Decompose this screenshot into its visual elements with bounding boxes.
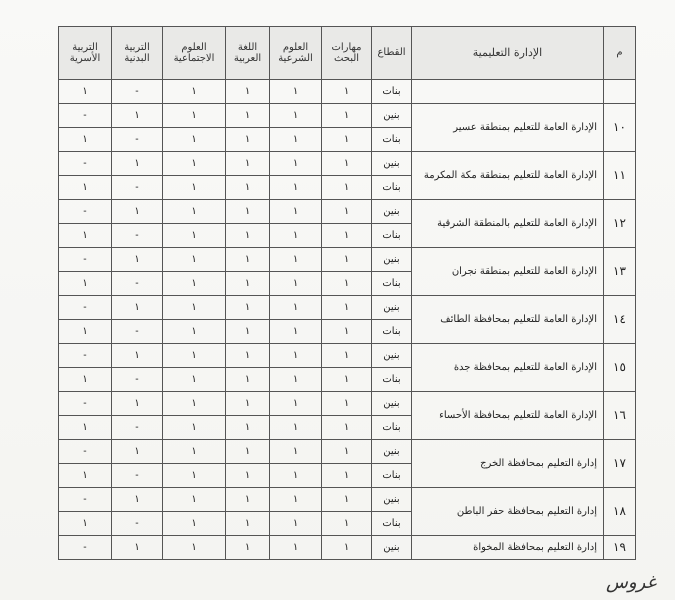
sharia-cell: ١ xyxy=(270,176,322,200)
sharia-cell: ١ xyxy=(270,488,322,512)
header-physical-education: التربية البدنية xyxy=(112,27,163,80)
arabic-cell: ١ xyxy=(226,344,270,368)
sharia-cell: ١ xyxy=(270,392,322,416)
research-cell: ١ xyxy=(322,176,372,200)
department-name: إدارة التعليم بمحافظة الخرج xyxy=(412,440,604,488)
header-row xyxy=(59,27,636,80)
social-cell: ١ xyxy=(163,248,226,272)
table-row xyxy=(59,392,636,416)
social-cell: ١ xyxy=(163,80,226,104)
department-name: إدارة التعليم بمحافظة حفر الباطن xyxy=(412,488,604,536)
row-number: ١٣ xyxy=(604,248,636,296)
pe-cell: ١ xyxy=(112,440,163,464)
table-row xyxy=(59,152,636,176)
social-cell: ١ xyxy=(163,440,226,464)
sharia-cell: ١ xyxy=(270,296,322,320)
sector-cell: بنين xyxy=(372,536,412,560)
sharia-cell: ١ xyxy=(270,512,322,536)
family-cell: - xyxy=(59,152,112,176)
sharia-cell: ١ xyxy=(270,104,322,128)
sharia-cell: ١ xyxy=(270,464,322,488)
sector-cell: بنين xyxy=(372,344,412,368)
sharia-cell: ١ xyxy=(270,536,322,560)
arabic-cell: ١ xyxy=(226,536,270,560)
social-cell: ١ xyxy=(163,416,226,440)
family-cell: ١ xyxy=(59,272,112,296)
table-row xyxy=(59,80,636,104)
arabic-cell: ١ xyxy=(226,440,270,464)
pe-cell: - xyxy=(112,464,163,488)
family-cell: - xyxy=(59,104,112,128)
arabic-cell: ١ xyxy=(226,320,270,344)
sharia-cell: ١ xyxy=(270,248,322,272)
pe-cell: - xyxy=(112,128,163,152)
sector-cell: بنات xyxy=(372,320,412,344)
sharia-cell: ١ xyxy=(270,440,322,464)
sharia-cell: ١ xyxy=(270,320,322,344)
table-body xyxy=(59,80,636,560)
pe-cell: ١ xyxy=(112,152,163,176)
sector-cell: بنين xyxy=(372,152,412,176)
social-cell: ١ xyxy=(163,368,226,392)
department-name: إدارة التعليم بمحافظة المخواة xyxy=(412,536,604,560)
sharia-cell: ١ xyxy=(270,200,322,224)
header-sector: القطاع xyxy=(372,27,412,80)
sharia-cell: ١ xyxy=(270,80,322,104)
sector-cell: بنين xyxy=(372,248,412,272)
header-family-education: التربية الأسرية xyxy=(59,27,112,80)
research-cell: ١ xyxy=(322,392,372,416)
sharia-cell: ١ xyxy=(270,152,322,176)
header-research-skills: مهارات البحث xyxy=(322,27,372,80)
sharia-cell: ١ xyxy=(270,416,322,440)
sector-cell: بنات xyxy=(372,176,412,200)
social-cell: ١ xyxy=(163,464,226,488)
arabic-cell: ١ xyxy=(226,296,270,320)
family-cell: - xyxy=(59,488,112,512)
pe-cell: ١ xyxy=(112,296,163,320)
sector-cell: بنين xyxy=(372,200,412,224)
row-number: ١٧ xyxy=(604,440,636,488)
sector-cell: بنات xyxy=(372,416,412,440)
family-cell: ١ xyxy=(59,224,112,248)
research-cell: ١ xyxy=(322,128,372,152)
row-number: ١٥ xyxy=(604,344,636,392)
table-row xyxy=(59,488,636,512)
research-cell: ١ xyxy=(322,440,372,464)
pe-cell: - xyxy=(112,512,163,536)
row-number: ١١ xyxy=(604,152,636,200)
table-row xyxy=(59,248,636,272)
pe-cell: - xyxy=(112,416,163,440)
family-cell: ١ xyxy=(59,512,112,536)
social-cell: ١ xyxy=(163,392,226,416)
row-number: ١٠ xyxy=(604,104,636,152)
research-cell: ١ xyxy=(322,416,372,440)
family-cell: ١ xyxy=(59,176,112,200)
header-sharia-sciences: العلوم الشرعية xyxy=(270,27,322,80)
research-cell: ١ xyxy=(322,488,372,512)
research-cell: ١ xyxy=(322,248,372,272)
pe-cell: ١ xyxy=(112,104,163,128)
sector-cell: بنين xyxy=(372,440,412,464)
social-cell: ١ xyxy=(163,512,226,536)
sector-cell: بنين xyxy=(372,488,412,512)
research-cell: ١ xyxy=(322,512,372,536)
social-cell: ١ xyxy=(163,320,226,344)
department-name: الإدارة العامة للتعليم بمحافظة الأحساء xyxy=(412,392,604,440)
social-cell: ١ xyxy=(163,128,226,152)
arabic-cell: ١ xyxy=(226,272,270,296)
education-departments-table xyxy=(58,26,636,560)
arabic-cell: ١ xyxy=(226,248,270,272)
family-cell: - xyxy=(59,440,112,464)
sharia-cell: ١ xyxy=(270,344,322,368)
department-cell-empty xyxy=(412,80,604,104)
research-cell: ١ xyxy=(322,80,372,104)
family-cell: - xyxy=(59,392,112,416)
sector-cell: بنات xyxy=(372,128,412,152)
research-cell: ١ xyxy=(322,152,372,176)
arabic-cell: ١ xyxy=(226,224,270,248)
arabic-cell: ١ xyxy=(226,488,270,512)
pe-cell: ١ xyxy=(112,248,163,272)
family-cell: - xyxy=(59,296,112,320)
sector-cell: بنات xyxy=(372,512,412,536)
arabic-cell: ١ xyxy=(226,128,270,152)
research-cell: ١ xyxy=(322,464,372,488)
sector-cell: بنات xyxy=(372,272,412,296)
sharia-cell: ١ xyxy=(270,368,322,392)
sector-cell: بنين xyxy=(372,392,412,416)
research-cell: ١ xyxy=(322,272,372,296)
table-row xyxy=(59,200,636,224)
family-cell: - xyxy=(59,200,112,224)
row-number: ١٤ xyxy=(604,296,636,344)
row-number: ١٦ xyxy=(604,392,636,440)
arabic-cell: ١ xyxy=(226,200,270,224)
department-name: الإدارة العامة للتعليم بمنطقة مكة المكرمة xyxy=(412,152,604,200)
row-number: ١٩ xyxy=(604,536,636,560)
handwritten-signature: غروس xyxy=(606,572,657,593)
social-cell: ١ xyxy=(163,344,226,368)
family-cell: ١ xyxy=(59,80,112,104)
sharia-cell: ١ xyxy=(270,224,322,248)
family-cell: ١ xyxy=(59,416,112,440)
header-social-sciences: العلوم الاجتماعية xyxy=(163,27,226,80)
sector-cell: بنات xyxy=(372,464,412,488)
arabic-cell: ١ xyxy=(226,176,270,200)
table-row xyxy=(59,344,636,368)
pe-cell: - xyxy=(112,80,163,104)
social-cell: ١ xyxy=(163,200,226,224)
index-cell-empty xyxy=(604,80,636,104)
table-row xyxy=(59,440,636,464)
arabic-cell: ١ xyxy=(226,104,270,128)
header-department: الإدارة التعليمية xyxy=(412,27,604,80)
family-cell: ١ xyxy=(59,464,112,488)
social-cell: ١ xyxy=(163,296,226,320)
family-cell: ١ xyxy=(59,320,112,344)
arabic-cell: ١ xyxy=(226,512,270,536)
research-cell: ١ xyxy=(322,344,372,368)
department-name: الإدارة العامة للتعليم بمنطقة نجران xyxy=(412,248,604,296)
row-number: ١٢ xyxy=(604,200,636,248)
family-cell: ١ xyxy=(59,128,112,152)
header-index: م xyxy=(604,27,636,80)
pe-cell: - xyxy=(112,224,163,248)
department-name: الإدارة العامة للتعليم بمحافظة الطائف xyxy=(412,296,604,344)
social-cell: ١ xyxy=(163,104,226,128)
pe-cell: - xyxy=(112,320,163,344)
arabic-cell: ١ xyxy=(226,392,270,416)
pe-cell: ١ xyxy=(112,392,163,416)
family-cell: ١ xyxy=(59,368,112,392)
arabic-cell: ١ xyxy=(226,416,270,440)
social-cell: ١ xyxy=(163,224,226,248)
pe-cell: ١ xyxy=(112,488,163,512)
arabic-cell: ١ xyxy=(226,152,270,176)
row-number: ١٨ xyxy=(604,488,636,536)
sector-cell: بنين xyxy=(372,104,412,128)
research-cell: ١ xyxy=(322,224,372,248)
social-cell: ١ xyxy=(163,536,226,560)
table-row xyxy=(59,296,636,320)
table-row xyxy=(59,104,636,128)
pe-cell: - xyxy=(112,272,163,296)
arabic-cell: ١ xyxy=(226,464,270,488)
table-row xyxy=(59,536,636,560)
header-arabic-language: اللغة العربية xyxy=(226,27,270,80)
research-cell: ١ xyxy=(322,296,372,320)
social-cell: ١ xyxy=(163,176,226,200)
pe-cell: - xyxy=(112,176,163,200)
social-cell: ١ xyxy=(163,272,226,296)
research-cell: ١ xyxy=(322,104,372,128)
family-cell: - xyxy=(59,344,112,368)
social-cell: ١ xyxy=(163,152,226,176)
department-name: الإدارة العامة للتعليم بالمنطقة الشرقية xyxy=(412,200,604,248)
social-cell: ١ xyxy=(163,488,226,512)
sector-cell: بنات xyxy=(372,368,412,392)
pe-cell: ١ xyxy=(112,536,163,560)
family-cell: - xyxy=(59,536,112,560)
sector-cell: بنين xyxy=(372,296,412,320)
family-cell: - xyxy=(59,248,112,272)
pe-cell: ١ xyxy=(112,344,163,368)
arabic-cell: ١ xyxy=(226,368,270,392)
sector-cell: بنات xyxy=(372,224,412,248)
pe-cell: ١ xyxy=(112,200,163,224)
pe-cell: - xyxy=(112,368,163,392)
arabic-cell: ١ xyxy=(226,80,270,104)
research-cell: ١ xyxy=(322,200,372,224)
sharia-cell: ١ xyxy=(270,128,322,152)
sharia-cell: ١ xyxy=(270,272,322,296)
department-name: الإدارة العامة للتعليم بمنطقة عسير xyxy=(412,104,604,152)
research-cell: ١ xyxy=(322,536,372,560)
sector-cell: بنات xyxy=(372,80,412,104)
research-cell: ١ xyxy=(322,320,372,344)
department-name: الإدارة العامة للتعليم بمحافظة جدة xyxy=(412,344,604,392)
research-cell: ١ xyxy=(322,368,372,392)
